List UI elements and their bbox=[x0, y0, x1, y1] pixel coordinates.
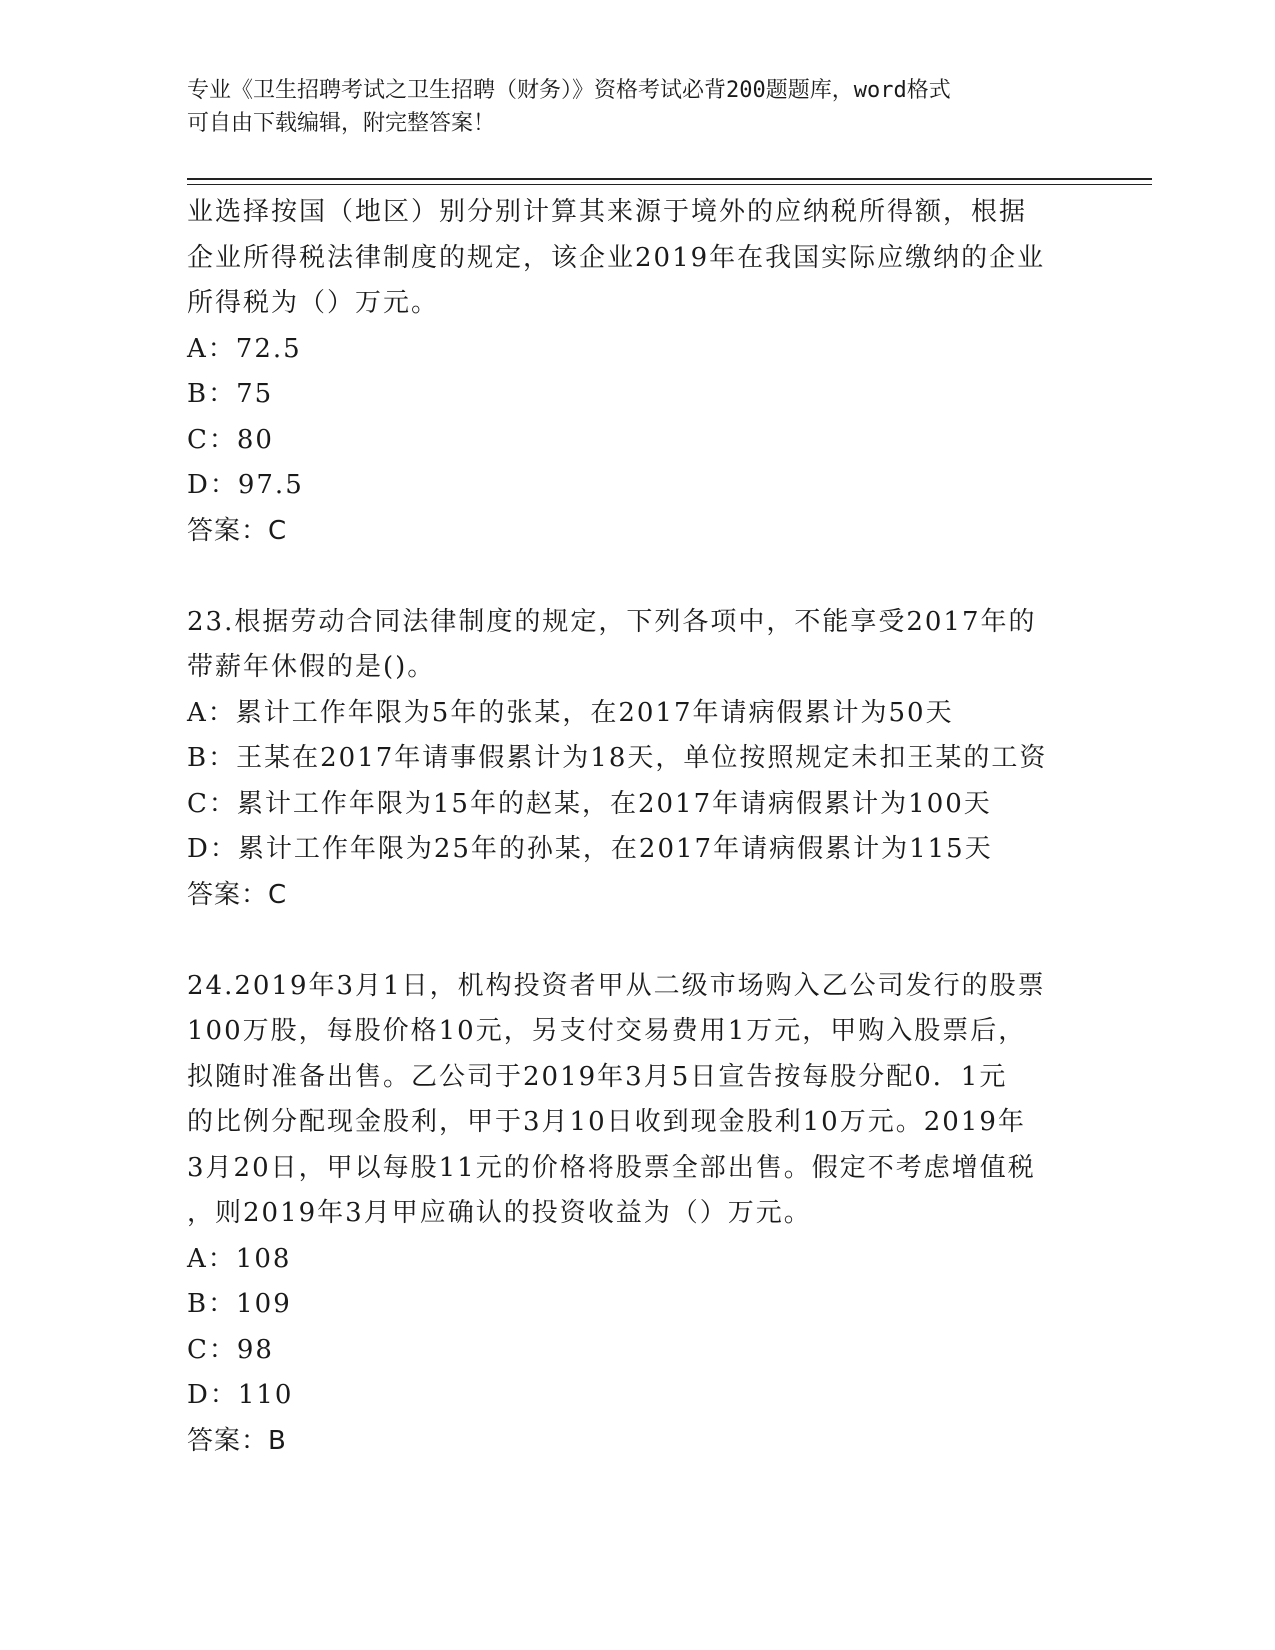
header-line-2: 可自由下载编辑，附完整答案！ bbox=[187, 111, 496, 136]
header-line-1: 专业《卫生招聘考试之卫生招聘（财务）》资格考试必背200题题库，word格式 bbox=[187, 78, 951, 103]
question-stem-line: 带薪年休假的是()。 bbox=[187, 652, 436, 682]
question-gap bbox=[187, 918, 1087, 964]
question-stem-line: ，则2019年3月甲应确认的投资收益为（）万元。 bbox=[187, 1198, 812, 1228]
question-stem-line: 企业所得税法律制度的规定，该企业2019年在我国实际应缴纳的企业 bbox=[187, 242, 1046, 273]
question-stem-line: 100万股，每股价格10元，另支付交易费用1万元，甲购入股票后， bbox=[187, 1016, 1027, 1046]
option-b: B：王某在2017年请事假累计为18天，单位按照规定未扣王某的工资 bbox=[187, 743, 1048, 773]
answer-line: 答案：C bbox=[187, 515, 288, 546]
answer-line: 答案：B bbox=[187, 1425, 287, 1456]
question-stem-line: 3月20日，甲以每股11元的价格将股票全部出售。假定不考虑增值税 bbox=[187, 1152, 1036, 1183]
answer-line: 答案：C bbox=[187, 879, 288, 910]
option-b: B：109 bbox=[187, 1289, 292, 1319]
option-d: D：累计工作年限为25年的孙某，在2017年请病假累计为115天 bbox=[187, 834, 993, 864]
option-c: C：80 bbox=[187, 424, 274, 455]
question-stem-line: 23.根据劳动合同法律制度的规定，下列各项中，不能享受2017年的 bbox=[187, 606, 1037, 637]
question-24 bbox=[187, 964, 1087, 1465]
question-gap bbox=[187, 554, 1087, 600]
option-d: D：97.5 bbox=[187, 470, 304, 500]
document-header bbox=[187, 74, 1067, 140]
question-stem-line: 的比例分配现金股利，甲于3月10日收到现金股利10万元。2019年 bbox=[187, 1107, 1026, 1137]
question-23 bbox=[187, 600, 1087, 919]
question-stem-line: 拟随时准备出售。乙公司于2019年3月5日宣告按每股分配0．1元 bbox=[187, 1061, 1008, 1092]
question-list bbox=[187, 190, 1087, 1464]
option-a: A：108 bbox=[187, 1243, 292, 1274]
option-b: B：75 bbox=[187, 379, 274, 409]
option-a: A：72.5 bbox=[187, 333, 302, 364]
question-22 bbox=[187, 190, 1087, 554]
question-stem-line: 业选择按国（地区）别分别计算其来源于境外的应纳税所得额，根据 bbox=[187, 197, 1028, 227]
option-a: A：累计工作年限为5年的张某，在2017年请病假累计为50天 bbox=[187, 697, 954, 728]
option-d: D：110 bbox=[187, 1380, 294, 1410]
header-rule-thin bbox=[187, 184, 1152, 185]
option-c: C：累计工作年限为15年的赵某，在2017年请病假累计为100天 bbox=[187, 788, 992, 819]
question-stem-line: 24.2019年3月1日，机构投资者甲从二级市场购入乙公司发行的股票 bbox=[187, 970, 1046, 1001]
option-c: C：98 bbox=[187, 1334, 274, 1365]
header-rule-thick bbox=[187, 178, 1152, 180]
question-stem-line: 所得税为（）万元。 bbox=[187, 288, 440, 318]
